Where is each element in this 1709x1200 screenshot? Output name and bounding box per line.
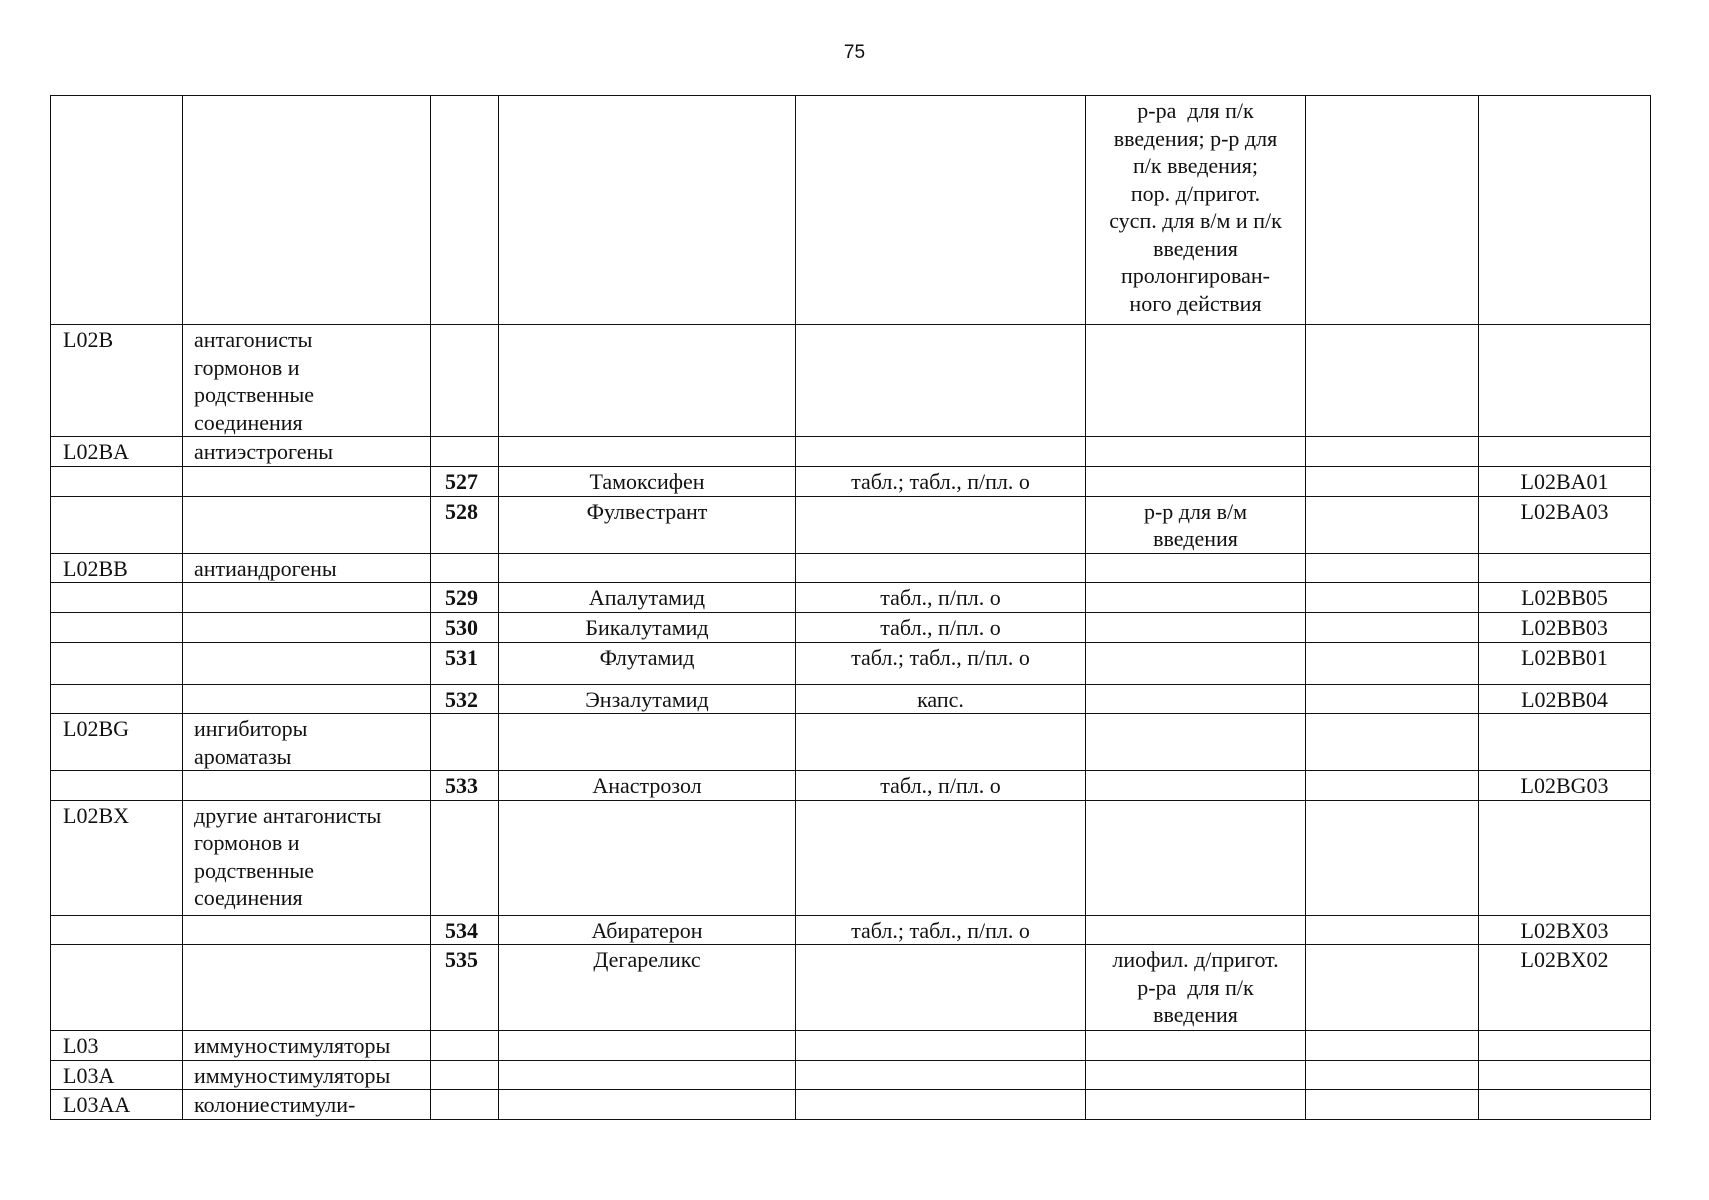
- item-number-cell: 529: [431, 583, 499, 613]
- dosage-form-cell-2: [1086, 325, 1306, 437]
- drug-name-cell: Дегареликс: [499, 945, 796, 1031]
- atc-group-code-cell: [51, 583, 183, 613]
- dosage-form-cell-2: [1086, 771, 1306, 801]
- item-number-cell: 531: [431, 642, 499, 684]
- item-number-cell: 530: [431, 613, 499, 643]
- table-row: [51, 684, 1651, 714]
- dosage-form-cell-2: лиофил. д/пригот. р-ра для п/к введения: [1086, 945, 1306, 1031]
- atc-code-cell: L02BB03: [1479, 613, 1651, 643]
- drug-name-cell: Тамоксифен: [499, 466, 796, 496]
- drug-name-cell: [499, 437, 796, 467]
- dosage-form-cell: табл., п/пл. о: [796, 613, 1086, 643]
- dosage-form-cell-2: [1086, 1090, 1306, 1120]
- item-number-cell: 534: [431, 915, 499, 945]
- atc-code-cell: [1479, 1090, 1651, 1120]
- atc-code-cell: L02BX02: [1479, 945, 1651, 1031]
- dosage-form-cell-2: [1086, 642, 1306, 684]
- column-7-cell: [1306, 915, 1479, 945]
- atc-code-cell: [1479, 1060, 1651, 1090]
- table-row: [51, 325, 1651, 437]
- dosage-form-cell-2: [1086, 915, 1306, 945]
- atc-code-cell: L02BB01: [1479, 642, 1651, 684]
- dosage-form-cell-2: [1086, 583, 1306, 613]
- drug-name-cell: Фулвестрант: [499, 496, 796, 553]
- column-7-cell: [1306, 583, 1479, 613]
- atc-group-code-cell: [51, 945, 183, 1031]
- atc-group-name-cell: [183, 466, 431, 496]
- atc-group-code-cell: [51, 466, 183, 496]
- dosage-form-cell: [796, 96, 1086, 325]
- dosage-form-cell: табл., п/пл. о: [796, 771, 1086, 801]
- dosage-form-cell: табл., п/пл. о: [796, 583, 1086, 613]
- atc-code-cell: [1479, 437, 1651, 467]
- dosage-form-cell: [796, 553, 1086, 583]
- atc-group-code-cell: [51, 915, 183, 945]
- drug-name-cell: [499, 1060, 796, 1090]
- atc-group-name-cell: иммуностимуляторы: [183, 1060, 431, 1090]
- atc-code-cell: L02BG03: [1479, 771, 1651, 801]
- atc-group-code-cell: [51, 613, 183, 643]
- table-row: [51, 915, 1651, 945]
- atc-group-name-cell: [183, 771, 431, 801]
- item-number-cell: [431, 325, 499, 437]
- table-row: [51, 642, 1651, 684]
- table-row: [51, 714, 1651, 771]
- atc-code-cell: [1479, 325, 1651, 437]
- atc-code-cell: L02BA03: [1479, 496, 1651, 553]
- atc-code-cell: [1479, 1031, 1651, 1061]
- atc-code-cell: [1479, 96, 1651, 325]
- atc-group-name-cell: антиандрогены: [183, 553, 431, 583]
- atc-group-name-cell: антагонисты гормонов и родственные соединения: [183, 325, 431, 437]
- dosage-form-cell-2: [1086, 437, 1306, 467]
- atc-code-cell: L02BA01: [1479, 466, 1651, 496]
- table-row: [51, 437, 1651, 467]
- atc-group-name-cell: иммуностимуляторы: [183, 1031, 431, 1061]
- medication-table: [50, 95, 1651, 1120]
- column-7-cell: [1306, 642, 1479, 684]
- atc-group-name-cell: другие антагонисты гормонов и родственные соединения: [183, 800, 431, 915]
- atc-group-code-cell: L02BX: [51, 800, 183, 915]
- atc-group-code-cell: L02B: [51, 325, 183, 437]
- dosage-form-cell-2: р-ра для п/к введения; р-р для п/к введения; пор. д/пригот. сусп. для в/м и п/к введения пролонгирован- ного действия: [1086, 96, 1306, 325]
- column-7-cell: [1306, 496, 1479, 553]
- dosage-form-cell: [796, 325, 1086, 437]
- atc-group-code-cell: L02BB: [51, 553, 183, 583]
- dosage-form-cell: [796, 496, 1086, 553]
- atc-group-name-cell: [183, 496, 431, 553]
- table-row: [51, 800, 1651, 915]
- drug-name-cell: Абиратерон: [499, 915, 796, 945]
- column-7-cell: [1306, 613, 1479, 643]
- item-number-cell: 528: [431, 496, 499, 553]
- atc-group-code-cell: L03AA: [51, 1090, 183, 1120]
- dosage-form-cell-2: [1086, 613, 1306, 643]
- atc-group-name-cell: [183, 684, 431, 714]
- atc-code-cell: L02BX03: [1479, 915, 1651, 945]
- column-7-cell: [1306, 1090, 1479, 1120]
- atc-code-cell: [1479, 714, 1651, 771]
- table-row: [51, 613, 1651, 643]
- atc-group-code-cell: [51, 771, 183, 801]
- atc-group-code-cell: L03A: [51, 1060, 183, 1090]
- dosage-form-cell: табл.; табл., п/пл. о: [796, 915, 1086, 945]
- drug-name-cell: [499, 714, 796, 771]
- drug-name-cell: [499, 1031, 796, 1061]
- table-row: [51, 771, 1651, 801]
- atc-group-code-cell: L03: [51, 1031, 183, 1061]
- item-number-cell: 533: [431, 771, 499, 801]
- dosage-form-cell: [796, 1031, 1086, 1061]
- atc-group-name-cell: [183, 945, 431, 1031]
- atc-group-name-cell: [183, 613, 431, 643]
- atc-group-name-cell: [183, 583, 431, 613]
- atc-group-name-cell: [183, 96, 431, 325]
- dosage-form-cell: табл.; табл., п/пл. о: [796, 642, 1086, 684]
- column-7-cell: [1306, 466, 1479, 496]
- dosage-form-cell: [796, 800, 1086, 915]
- table-row: [51, 945, 1651, 1031]
- drug-name-cell: [499, 325, 796, 437]
- atc-group-code-cell: [51, 642, 183, 684]
- dosage-form-cell: [796, 437, 1086, 467]
- item-number-cell: [431, 800, 499, 915]
- table-row: [51, 583, 1651, 613]
- item-number-cell: [431, 96, 499, 325]
- dosage-form-cell-2: [1086, 714, 1306, 771]
- dosage-form-cell: [796, 1060, 1086, 1090]
- column-7-cell: [1306, 553, 1479, 583]
- dosage-form-cell-2: р-р для в/м введения: [1086, 496, 1306, 553]
- atc-group-code-cell: L02BA: [51, 437, 183, 467]
- item-number-cell: [431, 1031, 499, 1061]
- dosage-form-cell: капс.: [796, 684, 1086, 714]
- atc-group-code-cell: [51, 496, 183, 553]
- item-number-cell: 535: [431, 945, 499, 1031]
- column-7-cell: [1306, 800, 1479, 915]
- drug-name-cell: [499, 1090, 796, 1120]
- atc-group-code-cell: L02BG: [51, 714, 183, 771]
- table-row: [51, 96, 1651, 325]
- item-number-cell: [431, 437, 499, 467]
- dosage-form-cell-2: [1086, 1060, 1306, 1090]
- atc-group-name-cell: колониестимули-: [183, 1090, 431, 1120]
- atc-group-name-cell: ингибиторы ароматазы: [183, 714, 431, 771]
- atc-group-name-cell: [183, 642, 431, 684]
- table-row: [51, 496, 1651, 553]
- column-7-cell: [1306, 96, 1479, 325]
- column-7-cell: [1306, 1031, 1479, 1061]
- table-row: [51, 466, 1651, 496]
- atc-code-cell: L02BB05: [1479, 583, 1651, 613]
- column-7-cell: [1306, 714, 1479, 771]
- drug-name-cell: [499, 553, 796, 583]
- dosage-form-cell: [796, 714, 1086, 771]
- column-7-cell: [1306, 1060, 1479, 1090]
- drug-name-cell: Апалутамид: [499, 583, 796, 613]
- drug-name-cell: Энзалутамид: [499, 684, 796, 714]
- item-number-cell: 532: [431, 684, 499, 714]
- column-7-cell: [1306, 684, 1479, 714]
- atc-code-cell: [1479, 800, 1651, 915]
- drug-name-cell: Бикалутамид: [499, 613, 796, 643]
- atc-group-code-cell: [51, 96, 183, 325]
- item-number-cell: [431, 714, 499, 771]
- atc-group-name-cell: антиэстрогены: [183, 437, 431, 467]
- page-number: 75: [843, 42, 866, 63]
- dosage-form-cell-2: [1086, 800, 1306, 915]
- table-row: [51, 1090, 1651, 1120]
- table-row: [51, 1060, 1651, 1090]
- column-7-cell: [1306, 325, 1479, 437]
- atc-group-name-cell: [183, 915, 431, 945]
- item-number-cell: [431, 1090, 499, 1120]
- item-number-cell: 527: [431, 466, 499, 496]
- column-7-cell: [1306, 437, 1479, 467]
- column-7-cell: [1306, 945, 1479, 1031]
- dosage-form-cell: табл.; табл., п/пл. о: [796, 466, 1086, 496]
- column-7-cell: [1306, 771, 1479, 801]
- drug-name-cell: Флутамид: [499, 642, 796, 684]
- dosage-form-cell-2: [1086, 1031, 1306, 1061]
- drug-name-cell: [499, 800, 796, 915]
- table-body: [51, 96, 1651, 1120]
- atc-code-cell: [1479, 553, 1651, 583]
- drug-name-cell: Анастрозол: [499, 771, 796, 801]
- atc-group-code-cell: [51, 684, 183, 714]
- atc-code-cell: L02BB04: [1479, 684, 1651, 714]
- drug-name-cell: [499, 96, 796, 325]
- item-number-cell: [431, 1060, 499, 1090]
- item-number-cell: [431, 553, 499, 583]
- table-row: [51, 1031, 1651, 1061]
- table-row: [51, 553, 1651, 583]
- dosage-form-cell-2: [1086, 684, 1306, 714]
- dosage-form-cell-2: [1086, 466, 1306, 496]
- dosage-form-cell-2: [1086, 553, 1306, 583]
- dosage-form-cell: [796, 945, 1086, 1031]
- dosage-form-cell: [796, 1090, 1086, 1120]
